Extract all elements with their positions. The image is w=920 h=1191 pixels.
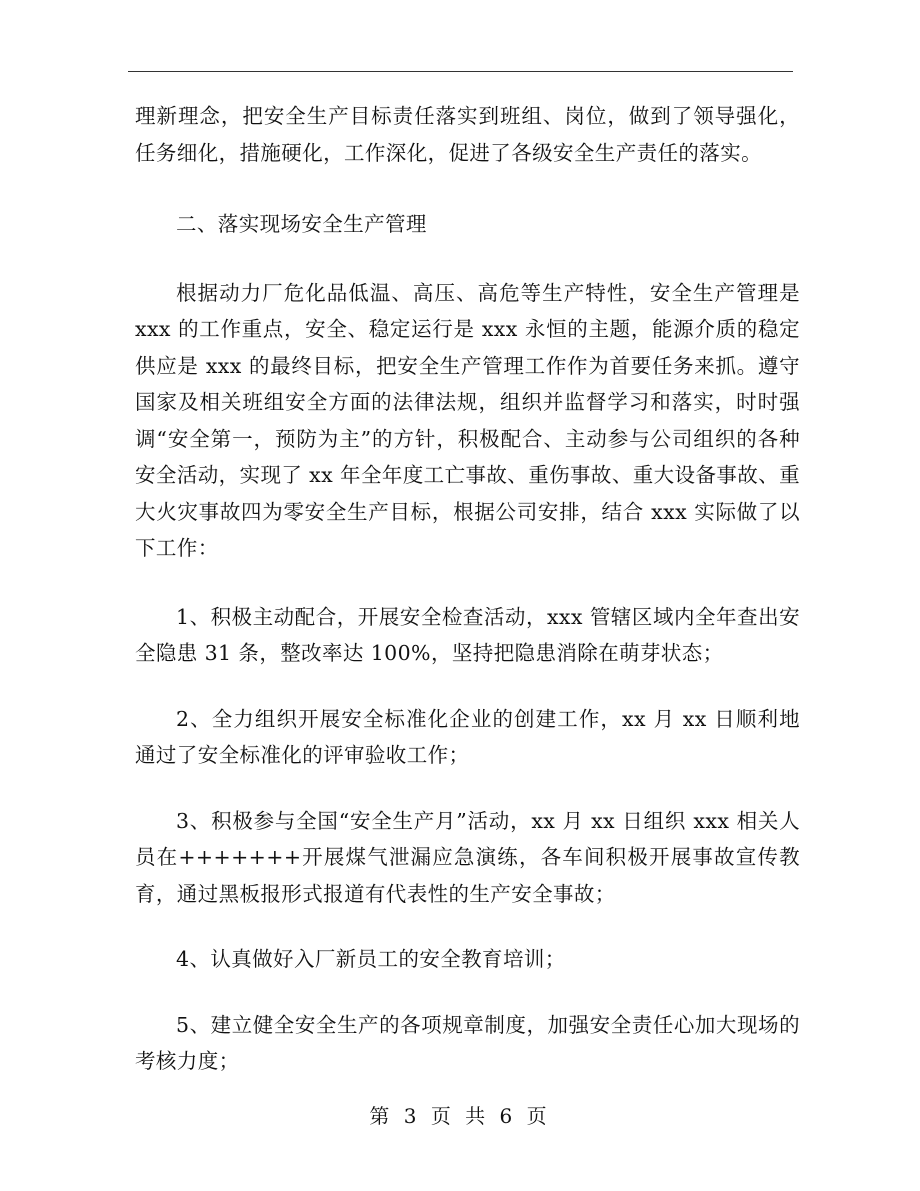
list-item-2: 2、全力组织开展安全标准化企业的创建工作，xx 月 xx 日顺利地通过了安全标准化的评审验收工作； bbox=[135, 706, 800, 767]
page-number: 第 3 页 共 6 页 bbox=[369, 1104, 551, 1128]
document-body bbox=[135, 98, 800, 1080]
list-item-1: 1、积极主动配合，开展安全检查活动，xxx 管辖区域内全年查出安全隐患 31 条，整改率达 100%，坚持把隐患消除在萌芽状态； bbox=[135, 604, 800, 665]
header-rule bbox=[128, 71, 793, 72]
list-item-3: 3、积极参与全国“安全生产月”活动，xx 月 xx 日组织 xxx 相关人员在+++++++开展煤气泄漏应急演练，各车间积极开展事故宣传教育，通过黑板报形式报道有代表性的生产安全事故； bbox=[135, 808, 800, 906]
section-heading: 二、落实现场安全生产管理 bbox=[176, 212, 427, 236]
list-item-5: 5、建立健全安全生产的各项规章制度，加强安全责任心加大现场的考核力度； bbox=[135, 1012, 800, 1073]
paragraph-intro: 根据动力厂危化品低温、高压、高危等生产特性，安全生产管理是 xxx 的工作重点，安全、稳定运行是 xxx 永恒的主题，能源介质的稳定供应是 xxx 的最终目标，把安全生产管理工作作为首要任务来抓。遵守国家及相关班组安全方面的法律法规，组织并监督学习和落实，时时强调“安全第一，预防为主”的方针，积极配合、主动参与公司组织的各种安全活动，实现了 xx 年全年度工亡事故、重伤事故、重大设备事故、重大火灾事故四为零安全生产目标，根据公司安排，结合 xxx 实际做了以下工作： bbox=[135, 280, 800, 560]
list-item-4: 4、认真做好入厂新员工的安全教育培训； bbox=[176, 947, 566, 971]
paragraph-continuation: 理新理念，把安全生产目标责任落实到班组、岗位，做到了领导强化，任务细化，措施硬化，工作深化，促进了各级安全生产责任的落实。 bbox=[135, 104, 800, 165]
